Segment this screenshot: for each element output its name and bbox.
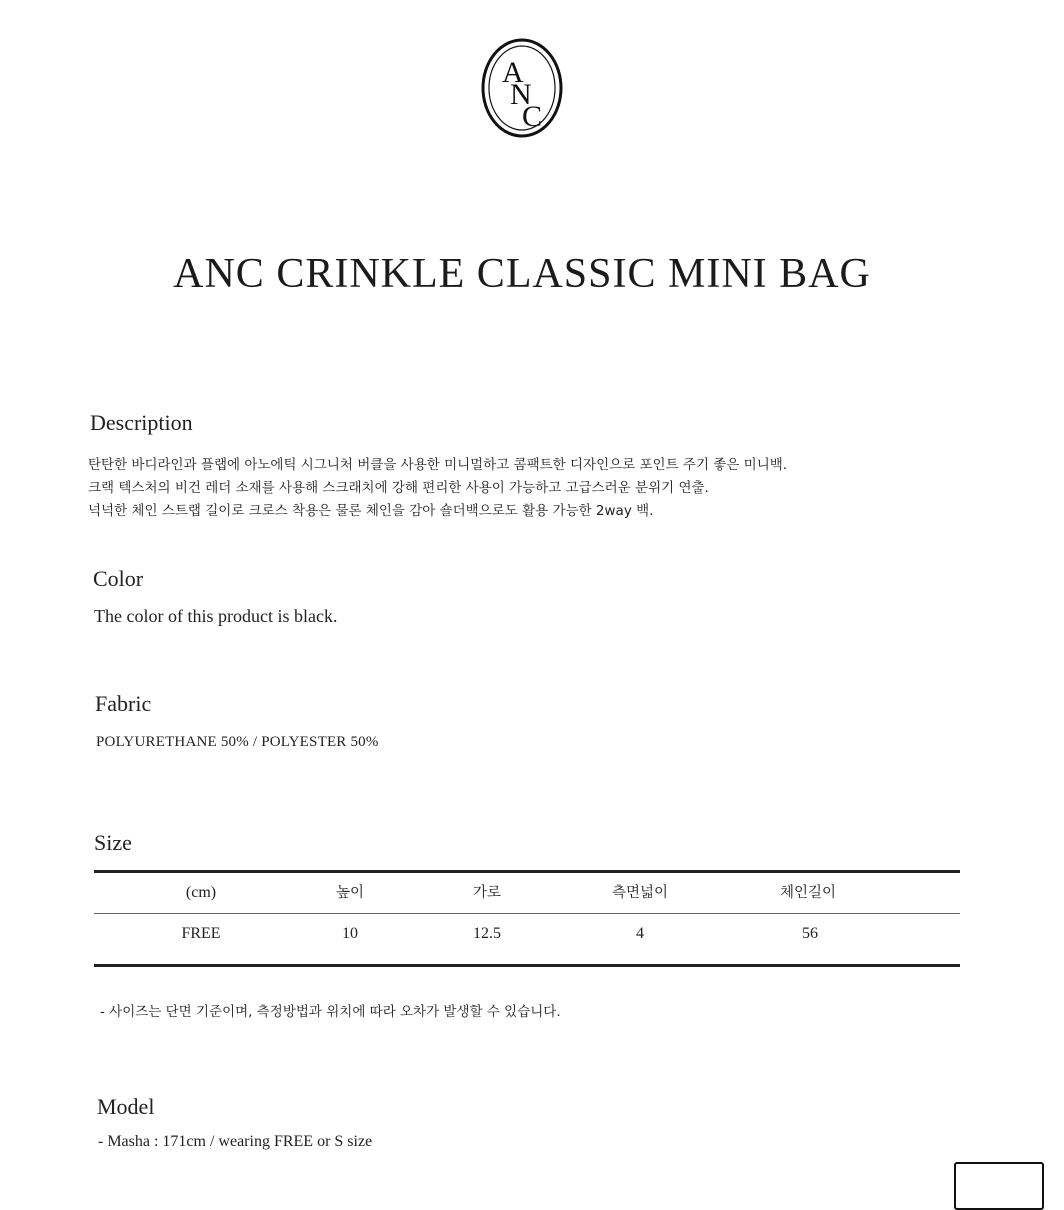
description-heading: Description [90, 410, 193, 435]
brand-logo [480, 36, 564, 140]
color-text: The color of this product is black. [94, 606, 338, 626]
table-cell: 56 [802, 925, 818, 942]
fabric-heading: Fabric [95, 691, 152, 716]
description-line: 넉넉한 체인 스트랩 길이로 크로스 착용은 물론 체인을 감아 숄더백으로도 활용 가능한 2way 백. [88, 503, 654, 519]
svg-text:A: A [502, 56, 524, 89]
size-table [94, 870, 960, 967]
model-text: - Masha : 171cm / wearing FREE or S size [98, 1133, 373, 1150]
model-heading: Model [97, 1094, 155, 1119]
header-cell: 가로 [472, 885, 502, 901]
table-row [94, 914, 960, 964]
table-bottom-rule [94, 964, 960, 967]
description-body [88, 454, 787, 523]
table-header-row [94, 873, 960, 913]
svg-text:C: C [522, 100, 543, 133]
color-heading: Color [93, 566, 144, 591]
table-cell: 12.5 [473, 925, 501, 942]
table-cell: 4 [636, 925, 644, 942]
product-title: ANC CRINKLE CLASSIC MINI BAG [173, 251, 871, 297]
header-cell: (cm) [185, 884, 217, 901]
description-line: 탄탄한 바디라인과 플랩에 아노에틱 시그니처 버클을 사용한 미니멀하고 콤팩트한 디자인으로 포인트 주기 좋은 미니백. [88, 457, 788, 473]
size-note: - 사이즈는 단면 기준이며, 측정방법과 위치에 따라 오차가 발생할 수 있습니다. [100, 1004, 561, 1020]
corner-button[interactable] [954, 1162, 1044, 1210]
fabric-text: POLYURETHANE 50% / POLYESTER 50% [96, 734, 379, 750]
header-cell: 체인길이 [779, 885, 837, 901]
table-cell: FREE [181, 925, 221, 942]
table-cell: 10 [342, 925, 358, 942]
header-cell: 높이 [335, 885, 365, 901]
svg-text:N: N [510, 78, 532, 111]
description-line: 크랙 텍스처의 비건 레더 소재를 사용해 스크래치에 강해 편리한 사용이 가능하고 고급스러운 분위기 연출. [88, 480, 709, 496]
header-cell: 측면넓이 [611, 885, 669, 901]
size-heading: Size [94, 830, 132, 855]
